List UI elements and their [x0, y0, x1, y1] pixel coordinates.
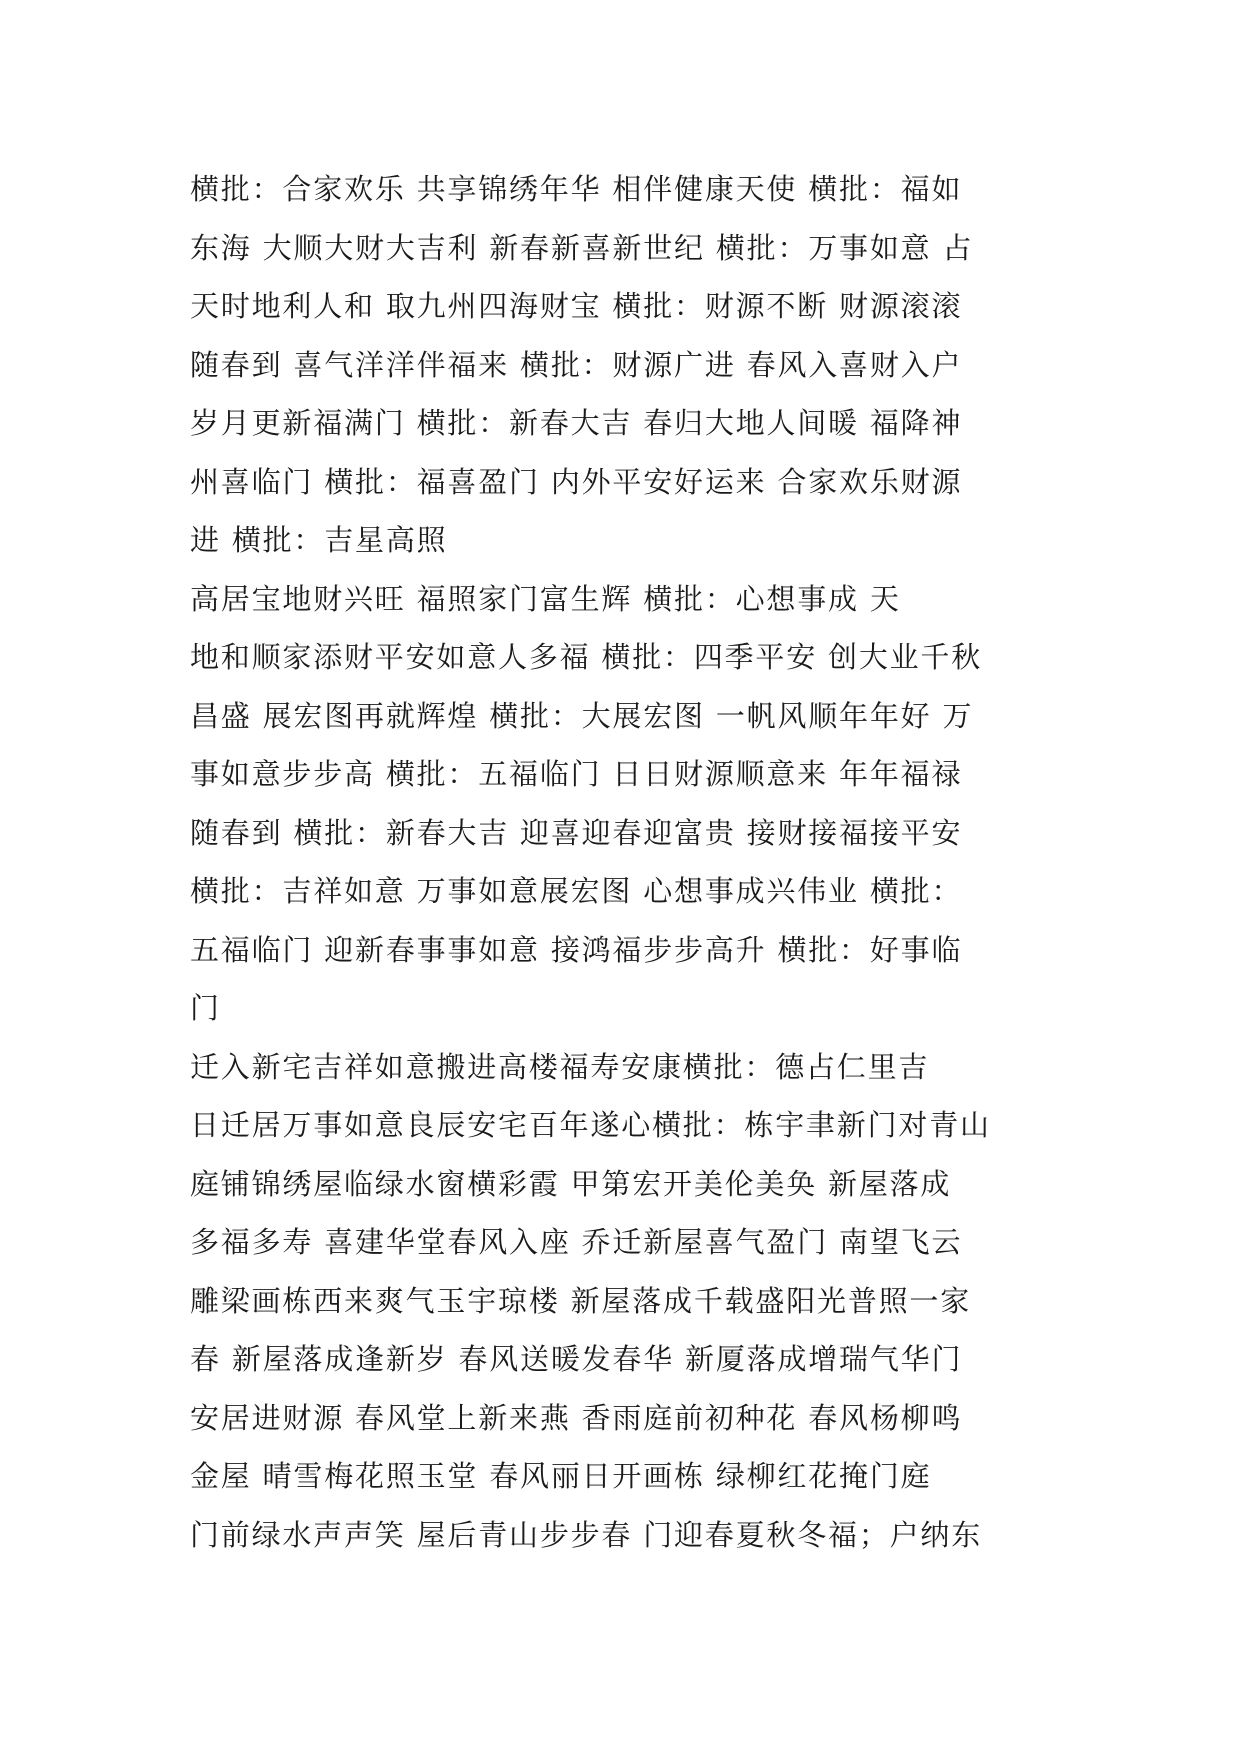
text-line: 岁月更新福满门 横批：新春大吉 春归大地人间暖 福降神 [190, 406, 963, 440]
text-line: 雕梁画栋西来爽气玉宇琼楼 新屋落成千载盛阳光普照一家 [190, 1283, 972, 1318]
text-line: 天时地利人和 取九州四海财宝 横批：财源不断 财源滚滚 [190, 289, 963, 323]
text-line: 事如意步步高 横批：五福临门 日日财源顺意来 年年福禄 [190, 757, 963, 791]
text-line: 春 新屋落成逢新岁 春风送暖发春华 新厦落成增瑞气华门 [190, 1342, 963, 1376]
text-line: 五福临门 迎新春事事如意 接鸿福步步高升 横批：好事临 [190, 932, 963, 967]
text-line: 庭铺锦绣屋临绿水窗横彩霞 甲第宏开美伦美奂 新屋落成 [190, 1166, 952, 1201]
paragraph-3 [190, 1038, 1055, 1565]
text-line: 多福多寿 喜建华堂春风入座 乔迁新屋喜气盈门 南望飞云 [190, 1225, 963, 1259]
text-line: 东海 大顺大财大吉利 新春新喜新世纪 横批：万事如意 占 [190, 230, 974, 265]
document-body [190, 160, 1055, 1564]
text-line: 门 [190, 991, 221, 1025]
text-line: 地和顺家添财平安如意人多福 横批：四季平安 创大业千秋 [190, 640, 983, 674]
text-line: 横批：合家欢乐 共享锦绣年华 相伴健康天使 横批：福如 [190, 172, 963, 206]
text-line: 昌盛 展宏图再就辉煌 横批：大展宏图 一帆风顺年年好 万 [190, 698, 974, 733]
text-line: 随春到 喜气洋洋伴福来 横批：财源广进 春风入喜财入户 [190, 347, 963, 382]
text-line: 横批：吉祥如意 万事如意展宏图 心想事成兴伟业 横批： [190, 874, 963, 908]
text-line: 随春到 横批：新春大吉 迎喜迎春迎富贵 接财接福接平安 [190, 815, 963, 850]
text-line: 进 横批：吉星高照 [190, 523, 448, 557]
text-line: 高居宝地财兴旺 福照家门富生辉 横批：心想事成 天 [190, 581, 901, 616]
text-line: 日迁居万事如意良辰安宅百年遂心横批：栋宇聿新门对青山 [190, 1108, 991, 1142]
paragraph-1 [190, 160, 1055, 570]
text-line: 金屋 晴雪梅花照玉堂 春风丽日开画栋 绿柳红花掩门庭 [190, 1459, 932, 1493]
text-line: 安居进财源 春风堂上新来燕 香雨庭前初种花 春风杨柳鸣 [190, 1400, 963, 1435]
text-line: 门前绿水声声笑 屋后青山步步春 门迎春夏秋冬福；户纳东 [190, 1517, 983, 1552]
text-line: 州喜临门 横批：福喜盈门 内外平安好运来 合家欢乐财源 [190, 464, 963, 499]
paragraph-2 [190, 570, 1055, 1038]
text-line: 迁入新宅吉祥如意搬进高楼福寿安康横批：德占仁里吉 [190, 1049, 930, 1084]
